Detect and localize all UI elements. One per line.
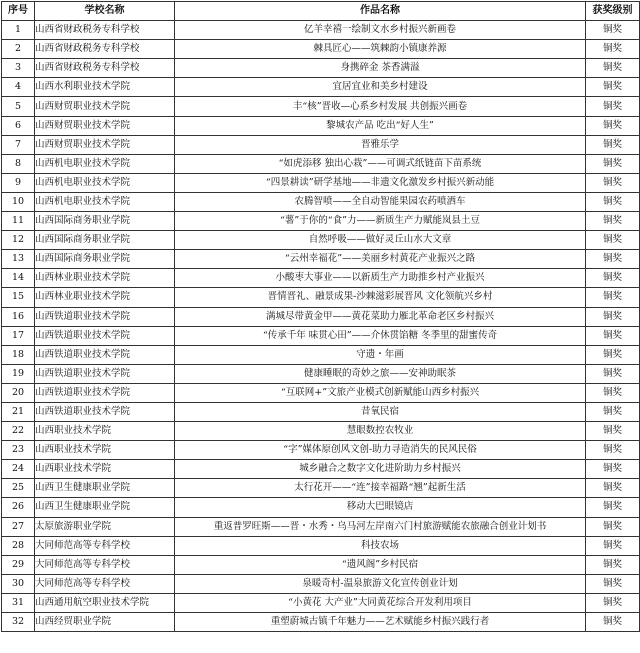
header-work-title: 作品名称 bbox=[175, 2, 586, 21]
work-title-cell: “如虎添移 独出心栽”——可调式纸链苗下苗系统 bbox=[175, 154, 586, 173]
award-level-cell: 铜奖 bbox=[586, 441, 640, 460]
school-name-cell: 山西机电职业技术学院 bbox=[35, 192, 175, 211]
table-row bbox=[2, 154, 640, 173]
award-level-cell: 铜奖 bbox=[586, 555, 640, 574]
serial-number-cell: 4 bbox=[2, 78, 35, 97]
school-name-cell: 大同师范高等专科学校 bbox=[35, 555, 175, 574]
school-name-cell: 山西财贸职业技术学院 bbox=[35, 97, 175, 116]
work-title-cell: 昔氧民宿 bbox=[175, 402, 586, 421]
table-row bbox=[2, 498, 640, 517]
serial-number-cell: 32 bbox=[2, 613, 35, 632]
award-level-cell: 铜奖 bbox=[586, 250, 640, 269]
award-level-cell: 铜奖 bbox=[586, 116, 640, 135]
work-title-cell: 移动大巴眼镜店 bbox=[175, 498, 586, 517]
serial-number-cell: 12 bbox=[2, 231, 35, 250]
table-row bbox=[2, 326, 640, 345]
award-level-cell: 铜奖 bbox=[586, 479, 640, 498]
work-title-cell: “遗风阁”乡村民宿 bbox=[175, 555, 586, 574]
table-row bbox=[2, 441, 640, 460]
school-name-cell: 大同师范高等专科学校 bbox=[35, 574, 175, 593]
serial-number-cell: 2 bbox=[2, 40, 35, 59]
school-name-cell: 山西国际商务职业学院 bbox=[35, 250, 175, 269]
work-title-cell: “互联网+”文旅产业模式创新赋能山西乡村振兴 bbox=[175, 383, 586, 402]
serial-number-cell: 23 bbox=[2, 441, 35, 460]
award-level-cell: 铜奖 bbox=[586, 78, 640, 97]
work-title-cell: 健康睡眠的奇妙之旅——安神助眠茶 bbox=[175, 364, 586, 383]
serial-number-cell: 21 bbox=[2, 402, 35, 421]
table-row bbox=[2, 192, 640, 211]
serial-number-cell: 6 bbox=[2, 116, 35, 135]
table-row bbox=[2, 78, 640, 97]
table-row bbox=[2, 383, 640, 402]
award-level-cell: 铜奖 bbox=[586, 269, 640, 288]
work-title-cell: 重塑蔚城古镇千年魅力——艺术赋能乡村振兴践行者 bbox=[175, 613, 586, 632]
awards-table bbox=[1, 1, 640, 632]
table-row bbox=[2, 460, 640, 479]
serial-number-cell: 19 bbox=[2, 364, 35, 383]
award-level-cell: 铜奖 bbox=[586, 288, 640, 307]
table-row bbox=[2, 517, 640, 536]
serial-number-cell: 29 bbox=[2, 555, 35, 574]
table-row bbox=[2, 269, 640, 288]
serial-number-cell: 30 bbox=[2, 574, 35, 593]
work-title-cell: “薯”于你的“食”力——新质生产力赋能岚县土豆 bbox=[175, 212, 586, 231]
school-name-cell: 山西财贸职业技术学院 bbox=[35, 116, 175, 135]
table-row bbox=[2, 364, 640, 383]
work-title-cell: 小酸枣大事业——以新质生产力助推乡村产业振兴 bbox=[175, 269, 586, 288]
serial-number-cell: 24 bbox=[2, 460, 35, 479]
award-level-cell: 铜奖 bbox=[586, 593, 640, 612]
school-name-cell: 山西职业技术学院 bbox=[35, 441, 175, 460]
table-row bbox=[2, 536, 640, 555]
work-title-cell: “四景耕读”研学基地——非遗文化激发乡村振兴新动能 bbox=[175, 173, 586, 192]
school-name-cell: 山西水利职业技术学院 bbox=[35, 78, 175, 97]
work-title-cell: 自然呼吸——做好灵丘山水大文章 bbox=[175, 231, 586, 250]
school-name-cell: 山西省财政税务专科学校 bbox=[35, 21, 175, 40]
award-level-cell: 铜奖 bbox=[586, 613, 640, 632]
serial-number-cell: 20 bbox=[2, 383, 35, 402]
school-name-cell: 太原旅游职业学院 bbox=[35, 517, 175, 536]
table-row bbox=[2, 116, 640, 135]
serial-number-cell: 7 bbox=[2, 135, 35, 154]
work-title-cell: 守遗・年画 bbox=[175, 345, 586, 364]
serial-number-cell: 17 bbox=[2, 326, 35, 345]
school-name-cell: 山西铁道职业技术学院 bbox=[35, 326, 175, 345]
school-name-cell: 山西职业技术学院 bbox=[35, 460, 175, 479]
school-name-cell: 山西财贸职业技术学院 bbox=[35, 135, 175, 154]
school-name-cell: 山西卫生健康职业学院 bbox=[35, 498, 175, 517]
serial-number-cell: 13 bbox=[2, 250, 35, 269]
school-name-cell: 山西铁道职业技术学院 bbox=[35, 383, 175, 402]
award-level-cell: 铜奖 bbox=[586, 574, 640, 593]
award-level-cell: 铜奖 bbox=[586, 212, 640, 231]
table-row bbox=[2, 479, 640, 498]
award-level-cell: 铜奖 bbox=[586, 460, 640, 479]
serial-number-cell: 16 bbox=[2, 307, 35, 326]
school-name-cell: 山西机电职业技术学院 bbox=[35, 154, 175, 173]
work-title-cell: 太行花开——“连”接幸福路“翘”起新生活 bbox=[175, 479, 586, 498]
school-name-cell: 山西省财政税务专科学校 bbox=[35, 59, 175, 78]
award-level-cell: 铜奖 bbox=[586, 40, 640, 59]
school-name-cell: 大同师范高等专科学校 bbox=[35, 536, 175, 555]
work-title-cell: 宜居宜业和美乡村建设 bbox=[175, 78, 586, 97]
school-name-cell: 山西职业技术学院 bbox=[35, 422, 175, 441]
school-name-cell: 山西国际商务职业学院 bbox=[35, 231, 175, 250]
table-row bbox=[2, 593, 640, 612]
table-row bbox=[2, 345, 640, 364]
award-level-cell: 铜奖 bbox=[586, 402, 640, 421]
award-level-cell: 铜奖 bbox=[586, 231, 640, 250]
school-name-cell: 山西铁道职业技术学院 bbox=[35, 364, 175, 383]
serial-number-cell: 3 bbox=[2, 59, 35, 78]
school-name-cell: 山西林业职业技术学院 bbox=[35, 288, 175, 307]
award-level-cell: 铜奖 bbox=[586, 326, 640, 345]
table-row bbox=[2, 212, 640, 231]
work-title-cell: 黎城农产品 吃出“好人生” bbox=[175, 116, 586, 135]
work-title-cell: 晋情晋礼、融景成果-沙棘滋彩展晋风 文化领航兴乡村 bbox=[175, 288, 586, 307]
table-row bbox=[2, 555, 640, 574]
serial-number-cell: 8 bbox=[2, 154, 35, 173]
table-row bbox=[2, 135, 640, 154]
school-name-cell: 山西铁道职业技术学院 bbox=[35, 345, 175, 364]
header-school-name: 学校名称 bbox=[35, 2, 175, 21]
work-title-cell: 棘具匠心——筑棘韵小镇康养源 bbox=[175, 40, 586, 59]
table-header bbox=[2, 2, 640, 21]
serial-number-cell: 15 bbox=[2, 288, 35, 307]
school-name-cell: 山西省财政税务专科学校 bbox=[35, 40, 175, 59]
table-row bbox=[2, 59, 640, 78]
header-award-level: 获奖级别 bbox=[586, 2, 640, 21]
header-serial-number: 序号 bbox=[2, 2, 35, 21]
award-level-cell: 铜奖 bbox=[586, 192, 640, 211]
award-level-cell: 铜奖 bbox=[586, 383, 640, 402]
work-title-cell: “云州幸福花”——美丽乡村黄花产业振兴之路 bbox=[175, 250, 586, 269]
serial-number-cell: 18 bbox=[2, 345, 35, 364]
table-body bbox=[2, 21, 640, 632]
work-title-cell: 满城尽带黄金甲——黄花菜助力雁北革命老区乡村振兴 bbox=[175, 307, 586, 326]
work-title-cell: 晋雅乐学 bbox=[175, 135, 586, 154]
school-name-cell: 山西经贸职业学院 bbox=[35, 613, 175, 632]
school-name-cell: 山西国际商务职业学院 bbox=[35, 212, 175, 231]
award-level-cell: 铜奖 bbox=[586, 21, 640, 40]
school-name-cell: 山西铁道职业技术学院 bbox=[35, 307, 175, 326]
table-row bbox=[2, 173, 640, 192]
table-row bbox=[2, 402, 640, 421]
work-title-cell: 慧眼数控农牧业 bbox=[175, 422, 586, 441]
work-title-cell: 泉暖奇村-温泉旅游文化宣传创业计划 bbox=[175, 574, 586, 593]
work-title-cell: 科技农场 bbox=[175, 536, 586, 555]
table-row bbox=[2, 40, 640, 59]
school-name-cell: 山西铁道职业技术学院 bbox=[35, 402, 175, 421]
header-row bbox=[2, 2, 640, 21]
school-name-cell: 山西林业职业技术学院 bbox=[35, 269, 175, 288]
award-level-cell: 铜奖 bbox=[586, 364, 640, 383]
award-level-cell: 铜奖 bbox=[586, 173, 640, 192]
table-row bbox=[2, 288, 640, 307]
school-name-cell: 山西通用航空职业技术学院 bbox=[35, 593, 175, 612]
table-row bbox=[2, 574, 640, 593]
serial-number-cell: 26 bbox=[2, 498, 35, 517]
work-title-cell: 亿羊幸禧一绘制文水乡村振兴新画卷 bbox=[175, 21, 586, 40]
table-row bbox=[2, 21, 640, 40]
work-title-cell: 身携碎金 茶香满溢 bbox=[175, 59, 586, 78]
serial-number-cell: 25 bbox=[2, 479, 35, 498]
serial-number-cell: 10 bbox=[2, 192, 35, 211]
serial-number-cell: 28 bbox=[2, 536, 35, 555]
table-row bbox=[2, 97, 640, 116]
work-title-cell: “字”媒体原创风文创-助力寻造消失的民风民俗 bbox=[175, 441, 586, 460]
serial-number-cell: 22 bbox=[2, 422, 35, 441]
school-name-cell: 山西机电职业技术学院 bbox=[35, 173, 175, 192]
school-name-cell: 山西卫生健康职业学院 bbox=[35, 479, 175, 498]
work-title-cell: 丰“核”晋收—心系乡村发展 共创振兴画卷 bbox=[175, 97, 586, 116]
table-row bbox=[2, 613, 640, 632]
serial-number-cell: 11 bbox=[2, 212, 35, 231]
serial-number-cell: 27 bbox=[2, 517, 35, 536]
award-level-cell: 铜奖 bbox=[586, 154, 640, 173]
table-row bbox=[2, 250, 640, 269]
serial-number-cell: 1 bbox=[2, 21, 35, 40]
serial-number-cell: 14 bbox=[2, 269, 35, 288]
table-row bbox=[2, 422, 640, 441]
award-level-cell: 铜奖 bbox=[586, 97, 640, 116]
work-title-cell: 重返普罗旺斯——晋・水秀・乌马河左岸南六门村旅游赋能农旅融合创业计划书 bbox=[175, 517, 586, 536]
award-level-cell: 铜奖 bbox=[586, 422, 640, 441]
award-level-cell: 铜奖 bbox=[586, 517, 640, 536]
award-level-cell: 铜奖 bbox=[586, 307, 640, 326]
award-level-cell: 铜奖 bbox=[586, 135, 640, 154]
award-level-cell: 铜奖 bbox=[586, 59, 640, 78]
serial-number-cell: 5 bbox=[2, 97, 35, 116]
work-title-cell: “传承千年 味贯心田”——介休贯馅糖 冬季里的甜蜜传奇 bbox=[175, 326, 586, 345]
table-row bbox=[2, 307, 640, 326]
serial-number-cell: 9 bbox=[2, 173, 35, 192]
award-level-cell: 铜奖 bbox=[586, 345, 640, 364]
serial-number-cell: 31 bbox=[2, 593, 35, 612]
award-level-cell: 铜奖 bbox=[586, 536, 640, 555]
work-title-cell: “小黄花 大产业”大同黄花综合开发利用项目 bbox=[175, 593, 586, 612]
table-row bbox=[2, 231, 640, 250]
award-level-cell: 铜奖 bbox=[586, 498, 640, 517]
work-title-cell: 城乡融合之数字文化进阶助力乡村振兴 bbox=[175, 460, 586, 479]
work-title-cell: 农腾智喷——全自动智能果园农药喷洒车 bbox=[175, 192, 586, 211]
